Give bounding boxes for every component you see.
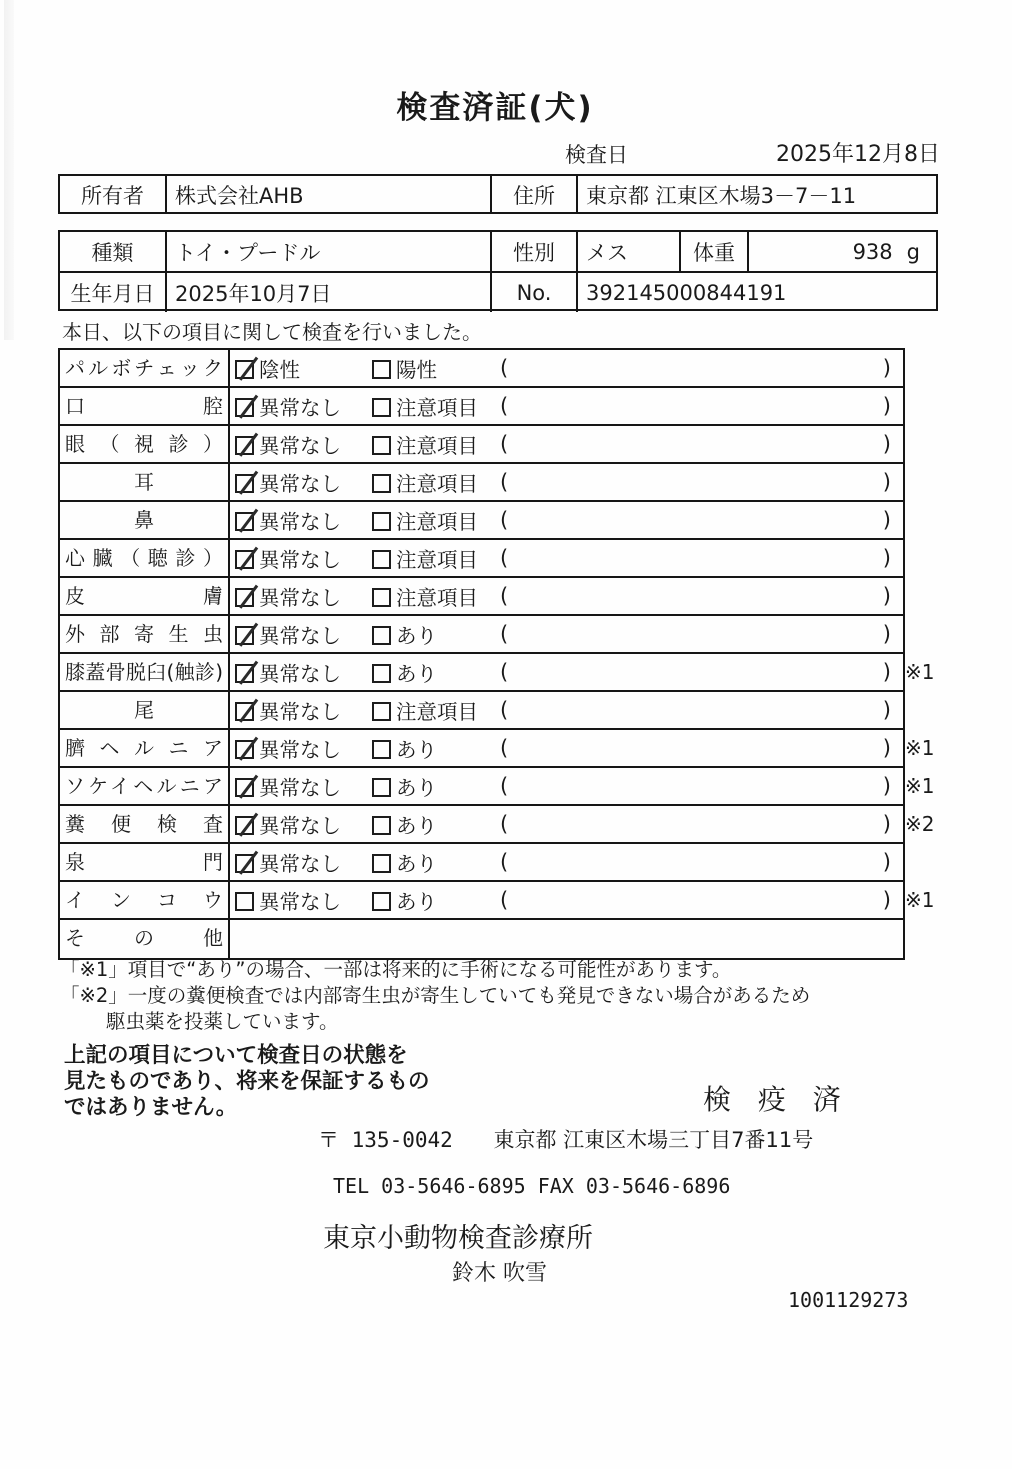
checklist-row-10 <box>60 692 903 730</box>
checkbox-checked-icon <box>235 550 254 569</box>
remarks-field: ( ) <box>500 546 891 570</box>
option-label: 異常なし <box>259 890 341 914</box>
option-label: あり <box>396 776 437 800</box>
checkbox-checked-icon <box>235 588 254 607</box>
address-value: 東京都 江東区木場3－7－11 <box>586 184 857 208</box>
exam-item-label: 尾 <box>60 692 230 728</box>
exam-option <box>372 847 492 877</box>
checkbox-checked-icon <box>235 436 254 455</box>
exam-option <box>235 429 372 459</box>
exam-option <box>235 619 372 649</box>
option-label: 異常なし <box>259 852 341 876</box>
footnote-1: 「※1」項目で“あり”の場合、一部は将来的に手術になる可能性があります。 <box>60 958 732 981</box>
weight-number: 938 <box>852 239 893 264</box>
exam-result-cell <box>230 920 903 958</box>
no-value: 392145000844191 <box>586 280 787 305</box>
checkbox-checked-icon <box>235 854 254 873</box>
checklist-row-2 <box>60 388 903 426</box>
checkbox-checked-icon <box>235 398 254 417</box>
owner-value: 株式会社AHB <box>167 176 492 214</box>
remarks-field: ( ) <box>500 432 891 456</box>
checkbox-checked-icon <box>235 474 254 493</box>
inspection-date-label: 検査日 <box>565 143 628 167</box>
exam-item-label: 眼（視診） <box>60 426 230 462</box>
remarks-field: ( ) <box>500 850 891 874</box>
option-label: 異常なし <box>259 662 341 686</box>
owner-label: 所有者 <box>60 176 167 214</box>
option-label: あり <box>396 738 437 762</box>
checkbox-empty-icon <box>372 778 391 797</box>
checklist-row-7 <box>60 578 903 616</box>
quarantine-passed-stamp: 検 疫 済 <box>703 1083 850 1116</box>
exam-result-cell <box>230 616 903 652</box>
option-label: 注意項目 <box>396 434 478 458</box>
checklist-row-15 <box>60 882 935 920</box>
exam-result-cell <box>230 692 903 728</box>
exam-item-label: 鼻 <box>60 502 230 538</box>
checklist-row-8 <box>60 616 903 654</box>
checkbox-empty-icon <box>372 854 391 873</box>
footnote-marker: ※1 <box>905 888 935 912</box>
remarks-field: ( ) <box>500 394 891 418</box>
exam-item-label: 心臓（聴診） <box>60 540 230 576</box>
disclaimer-line-2: 見たものであり、将来を保証するもの <box>64 1069 430 1094</box>
exam-result-cell <box>230 844 903 880</box>
option-label: あり <box>396 852 437 876</box>
exam-option <box>372 429 492 459</box>
checkbox-checked-icon <box>235 816 254 835</box>
footnote-marker: ※1 <box>905 736 935 760</box>
exam-option <box>372 543 492 573</box>
exam-result-cell <box>230 388 903 424</box>
exam-result-cell <box>230 882 903 918</box>
option-label: 注意項目 <box>396 472 478 496</box>
remarks-field: ( ) <box>500 736 891 760</box>
veterinarian-name: 鈴木 吹雪 <box>452 1261 547 1286</box>
birthdate-label: 生年月日 <box>60 273 167 312</box>
checkbox-empty-icon <box>372 664 391 683</box>
exam-result-cell <box>230 540 903 576</box>
checklist-row-5 <box>60 502 903 540</box>
clinic-name: 東京小動物検査診療所 <box>323 1223 593 1254</box>
option-label: あり <box>396 624 437 648</box>
exam-result-cell <box>230 578 903 614</box>
option-label: 異常なし <box>259 586 341 610</box>
option-label: 注意項目 <box>396 510 478 534</box>
exam-option <box>372 733 492 763</box>
weight-label: 体重 <box>681 232 749 271</box>
exam-option <box>372 809 492 839</box>
option-label: 異常なし <box>259 472 341 496</box>
checkbox-empty-icon <box>372 626 391 645</box>
option-label: 注意項目 <box>396 396 478 420</box>
exam-option <box>372 391 492 421</box>
exam-item-label: 皮膚 <box>60 578 230 614</box>
checkbox-empty-icon <box>372 702 391 721</box>
remarks-field: ( ) <box>500 888 891 912</box>
exam-option <box>372 885 492 915</box>
checkbox-checked-icon <box>235 626 254 645</box>
exam-option <box>235 847 372 877</box>
checkbox-empty-icon <box>372 588 391 607</box>
option-label: 陰性 <box>259 358 300 382</box>
remarks-field: ( ) <box>500 508 891 532</box>
inspection-date-value: 2025年12月8日 <box>776 142 940 167</box>
footnotes <box>60 957 810 1035</box>
exam-item-label: パルボチェック <box>60 350 230 386</box>
option-label: 陽性 <box>396 358 437 382</box>
clinic-address-line <box>318 1124 813 1154</box>
remarks-field: ( ) <box>500 698 891 722</box>
checkbox-empty-icon <box>372 550 391 569</box>
footnote-2-continued: 駆虫薬を投薬しています。 <box>106 1010 339 1033</box>
option-label: 異常なし <box>259 624 341 648</box>
exam-option <box>372 467 492 497</box>
remarks-field: ( ) <box>500 470 891 494</box>
exam-option <box>235 771 372 801</box>
exam-item-label: その他 <box>60 920 230 958</box>
intro-text: 本日、以下の項目に関して検査を行いました。 <box>62 320 482 344</box>
birthdate-value: 2025年10月7日 <box>167 273 492 312</box>
exam-result-cell <box>230 806 903 842</box>
exam-item-label: 耳 <box>60 464 230 500</box>
checkbox-empty-icon <box>372 512 391 531</box>
disclaimer-line-1: 上記の項目について検査日の状態を <box>64 1043 408 1068</box>
checkbox-empty-icon <box>372 816 391 835</box>
exam-checklist-table <box>58 348 935 960</box>
exam-option <box>372 505 492 535</box>
option-label: あり <box>396 890 437 914</box>
remarks-field: ( ) <box>500 774 891 798</box>
page-title: 検査済証(犬) <box>396 90 594 126</box>
option-label: 異常なし <box>259 776 341 800</box>
sex-value: メス <box>578 232 681 271</box>
checkbox-checked-icon <box>235 664 254 683</box>
checklist-row-14 <box>60 844 903 882</box>
checklist-row-3 <box>60 426 903 464</box>
clinic-street-address: 東京都 江東区木場三丁目7番11号 <box>493 1128 814 1152</box>
exam-result-cell <box>230 768 903 804</box>
checkbox-checked-icon <box>235 360 254 379</box>
exam-option <box>235 505 372 535</box>
disclaimer-text <box>64 1043 430 1121</box>
checkbox-checked-icon <box>235 740 254 759</box>
exam-option <box>235 581 372 611</box>
exam-item-label: インコウ <box>60 882 230 918</box>
option-label: 異常なし <box>259 510 341 534</box>
option-label: あり <box>396 662 437 686</box>
exam-option <box>372 771 492 801</box>
exam-option <box>372 353 492 383</box>
address-label: 住所 <box>492 176 578 214</box>
footnote-marker: ※1 <box>905 774 935 798</box>
checkbox-checked-icon <box>235 702 254 721</box>
checkbox-empty-icon <box>372 740 391 759</box>
exam-item-label: 臍ヘルニア <box>60 730 230 766</box>
exam-item-label: 外部寄生虫 <box>60 616 230 652</box>
remarks-field: ( ) <box>500 812 891 836</box>
exam-item-label: ソケイヘルニア <box>60 768 230 804</box>
checklist-row-1 <box>60 350 903 388</box>
option-label: 異常なし <box>259 814 341 838</box>
footnote-2: 「※2」一度の糞便検査では内部寄生虫が寄生していても発見できない場合があるため <box>60 984 811 1007</box>
weight-unit: g <box>906 239 920 264</box>
scan-artifact <box>4 0 14 340</box>
checklist-row-6 <box>60 540 903 578</box>
checklist-row-12 <box>60 768 935 806</box>
option-label: 異常なし <box>259 700 341 724</box>
tel-fax-line: TEL 03-5646-6895 FAX 03-5646-6896 <box>333 1174 731 1198</box>
footnote-marker: ※1 <box>905 660 935 684</box>
exam-option <box>235 695 372 725</box>
exam-item-label: 糞便検査 <box>60 806 230 842</box>
exam-option <box>235 543 372 573</box>
exam-item-label: 泉門 <box>60 844 230 880</box>
exam-option <box>235 467 372 497</box>
checkbox-empty-icon <box>372 474 391 493</box>
option-label: あり <box>396 814 437 838</box>
footnote-marker: ※2 <box>905 812 935 836</box>
disclaimer-line-3: ではありません。 <box>64 1095 238 1120</box>
option-label: 注意項目 <box>396 700 478 724</box>
owner-table <box>58 174 938 214</box>
exam-option <box>235 809 372 839</box>
remarks-field: ( ) <box>500 622 891 646</box>
checklist-row-13 <box>60 806 935 844</box>
exam-option <box>235 657 372 687</box>
animal-info-table <box>58 230 938 311</box>
exam-option <box>372 657 492 687</box>
weight-value <box>749 232 936 271</box>
checklist-row-16 <box>60 920 903 958</box>
exam-option <box>235 885 372 915</box>
option-label: 異常なし <box>259 548 341 572</box>
exam-option <box>372 619 492 649</box>
exam-option <box>235 391 372 421</box>
exam-option <box>372 581 492 611</box>
exam-item-label: 膝蓋骨脱臼(触診) <box>60 654 230 690</box>
breed-label: 種類 <box>60 232 167 271</box>
sex-label: 性別 <box>492 232 578 271</box>
option-label: 異常なし <box>259 396 341 420</box>
checklist-row-11 <box>60 730 935 768</box>
exam-result-cell <box>230 426 903 462</box>
checkbox-empty-icon <box>372 398 391 417</box>
exam-result-cell <box>230 350 903 386</box>
no-label: No. <box>492 273 578 312</box>
serial-number: 1001129273 <box>788 1288 909 1312</box>
checkbox-checked-icon <box>235 778 254 797</box>
exam-result-cell <box>230 654 903 690</box>
checkbox-empty-icon <box>372 436 391 455</box>
exam-result-cell <box>230 502 903 538</box>
checklist-row-9 <box>60 654 935 692</box>
exam-option <box>372 695 492 725</box>
breed-value: トイ・プードル <box>167 232 492 271</box>
remarks-field: ( ) <box>500 356 891 380</box>
remarks-field: ( ) <box>500 584 891 608</box>
checkbox-checked-icon <box>235 512 254 531</box>
option-label: 注意項目 <box>396 586 478 610</box>
exam-result-cell <box>230 730 903 766</box>
checkbox-empty-icon <box>235 892 254 911</box>
exam-item-label: 口腔 <box>60 388 230 424</box>
exam-option <box>235 733 372 763</box>
exam-result-cell <box>230 464 903 500</box>
checkbox-empty-icon <box>372 360 391 379</box>
option-label: 異常なし <box>259 434 341 458</box>
exam-option <box>235 353 372 383</box>
checkbox-empty-icon <box>372 892 391 911</box>
remarks-field: ( ) <box>500 660 891 684</box>
postal-code: 〒 135-0042 <box>318 1128 453 1152</box>
checklist-row-4 <box>60 464 903 502</box>
option-label: 注意項目 <box>396 548 478 572</box>
option-label: 異常なし <box>259 738 341 762</box>
